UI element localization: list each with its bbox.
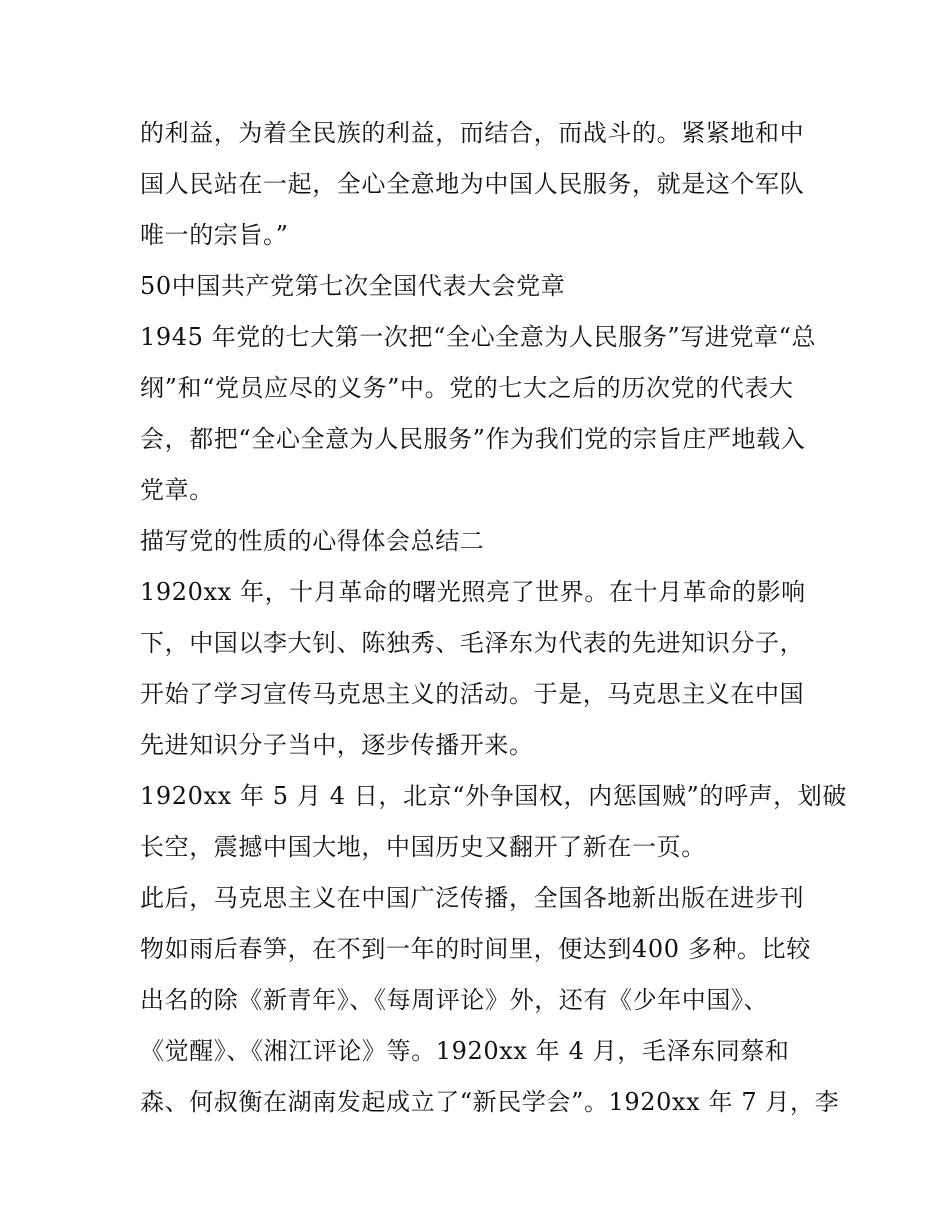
text-line: 开始了学习宣传马克思主义的活动。于是，马克思主义在中国 [140, 680, 805, 708]
text-line: 国人民站在一起，全心全意地为中国人民服务，就是这个军队 [140, 170, 805, 198]
text-line: 会，都把“全心全意为人民服务”作为我们党的宗旨庄严地载入 [140, 425, 806, 453]
text-line: 出名的除《新青年》、《每周评论》外，还有《少年中国》、 [140, 986, 769, 1014]
document-body [140, 108, 847, 1128]
text-line: 1920xx 年，十月革命的曙光照亮了世界。在十月革命的影响 [140, 578, 806, 606]
text-line: 长空，震撼中国大地，中国历史又翻开了新在一页。 [140, 833, 706, 861]
text-line: 纲”和“党员应尽的义务”中。党的七大之后的历次党的代表大 [140, 374, 794, 402]
text-line: 的利益，为着全民族的利益，而结合，而战斗的。紧紧地和中 [140, 119, 805, 147]
text-line: 1920xx 年 5 月 4 日，北京“外争国权，内惩国贼”的呼声，划破 [140, 782, 847, 810]
text-line: 森、何叔衡在湖南发起成立了“新民学会”。1920xx 年 7 月，李 [140, 1088, 840, 1116]
section-heading: 50中国共产党第七次全国代表大会党章 [140, 272, 566, 300]
text-line: 党章。 [140, 476, 214, 504]
section-heading: 描写党的性质的心得体会总结二 [140, 527, 485, 555]
text-line: 先进知识分子当中，逐步传播开来。 [140, 731, 534, 759]
text-line: 《觉醒》、《湘江评论》等。1920xx 年 4 月，毛泽东同蔡和 [140, 1037, 790, 1065]
text-line: 1945 年党的七大第一次把“全心全意为人民服务”写进党章“总 [140, 323, 817, 351]
text-line: 物如雨后春笋，在不到一年的时间里，便达到400 多种。比较 [140, 935, 811, 963]
text-line: 此后，马克思主义在中国广泛传播，全国各地新出版在进步刊 [140, 884, 805, 912]
text-line: 下，中国以李大钊、陈独秀、毛泽东为代表的先进知识分子， [140, 629, 805, 657]
text-line: 唯一的宗旨。” [140, 221, 289, 249]
